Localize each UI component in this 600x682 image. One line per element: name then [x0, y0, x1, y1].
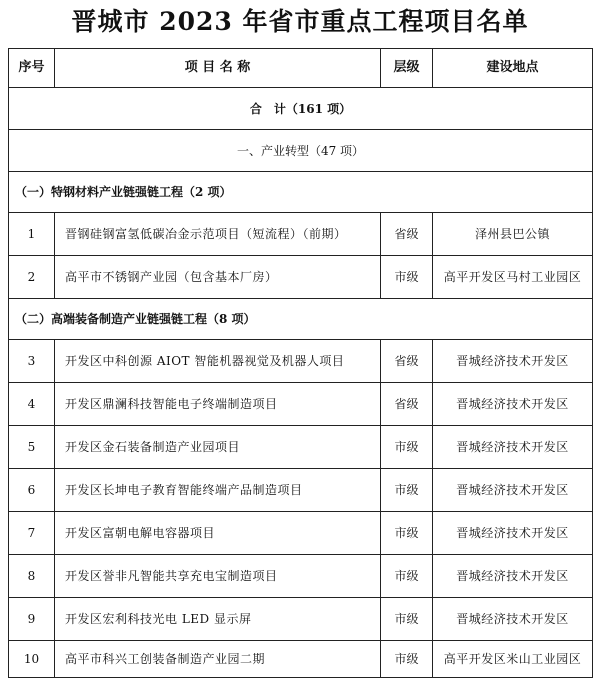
table-row: [9, 383, 593, 426]
row-location: 晋城经济技术开发区: [433, 383, 593, 426]
row-seq: 1: [9, 213, 55, 256]
row-seq: 4: [9, 383, 55, 426]
row-location: 晋城经济技术开发区: [433, 469, 593, 512]
header-seq: 序号: [9, 49, 55, 88]
row-level: 市级: [381, 555, 433, 598]
table-row: [9, 213, 593, 256]
table-row: [9, 340, 593, 383]
row-name: 高平市不锈钢产业园（包含基本厂房）: [55, 256, 381, 299]
row-name: 开发区誉非凡智能共享充电宝制造项目: [55, 555, 381, 598]
header-name: 项 目 名 称: [55, 49, 381, 88]
row-seq: 10: [9, 641, 55, 678]
group-label: （二）高端装备制造产业链强链工程（8 项）: [9, 299, 593, 340]
row-seq: 3: [9, 340, 55, 383]
row-level: 市级: [381, 598, 433, 641]
row-name: 高平市科兴工创装备制造产业园二期: [55, 641, 381, 678]
row-location: 晋城经济技术开发区: [433, 426, 593, 469]
row-location: 晋城经济技术开发区: [433, 512, 593, 555]
total-row: [9, 88, 593, 130]
table-row: [9, 512, 593, 555]
header-location: 建设地点: [433, 49, 593, 88]
row-seq: 6: [9, 469, 55, 512]
page-title: 晋城市 2023 年省市重点工程项目名单: [71, 7, 529, 36]
row-name: 开发区金石装备制造产业园项目: [55, 426, 381, 469]
row-level: 市级: [381, 426, 433, 469]
table-row: [9, 469, 593, 512]
row-name: 开发区富朝电解电容器项目: [55, 512, 381, 555]
row-seq: 8: [9, 555, 55, 598]
total-label: 合 计（161 项）: [9, 88, 593, 130]
row-seq: 5: [9, 426, 55, 469]
section-label: 一、产业转型（47 项）: [9, 130, 593, 172]
table-header-row: [9, 49, 593, 88]
group-row: [9, 172, 593, 213]
row-name: 开发区宏利科技光电 LED 显示屏: [55, 598, 381, 641]
row-location: 晋城经济技术开发区: [433, 598, 593, 641]
row-location: 高平开发区米山工业园区: [433, 641, 593, 678]
row-level: 市级: [381, 256, 433, 299]
row-seq: 7: [9, 512, 55, 555]
row-level: 省级: [381, 383, 433, 426]
row-location: 晋城经济技术开发区: [433, 340, 593, 383]
row-name: 开发区长坤电子教育智能终端产品制造项目: [55, 469, 381, 512]
row-name: 开发区中科创源 AIOT 智能机器视觉及机器人项目: [55, 340, 381, 383]
table-row: [9, 426, 593, 469]
row-level: 市级: [381, 512, 433, 555]
row-level: 市级: [381, 469, 433, 512]
table-row: [9, 598, 593, 641]
table-row: [9, 555, 593, 598]
section-row: [9, 130, 593, 172]
project-table: [8, 48, 593, 678]
row-seq: 2: [9, 256, 55, 299]
row-level: 省级: [381, 340, 433, 383]
header-level: 层级: [381, 49, 433, 88]
row-name: 开发区鼎澜科技智能电子终端制造项目: [55, 383, 381, 426]
row-level: 省级: [381, 213, 433, 256]
row-location: 晋城经济技术开发区: [433, 555, 593, 598]
row-seq: 9: [9, 598, 55, 641]
group-label: （一）特钢材料产业链强链工程（2 项）: [9, 172, 593, 213]
row-location: 泽州县巴公镇: [433, 213, 593, 256]
table-row: [9, 641, 593, 678]
group-row: [9, 299, 593, 340]
table-row: [9, 256, 593, 299]
row-location: 高平开发区马村工业园区: [433, 256, 593, 299]
row-name: 晋钢硅钢富氢低碳冶金示范项目（短流程）（前期）: [55, 213, 381, 256]
row-level: 市级: [381, 641, 433, 678]
